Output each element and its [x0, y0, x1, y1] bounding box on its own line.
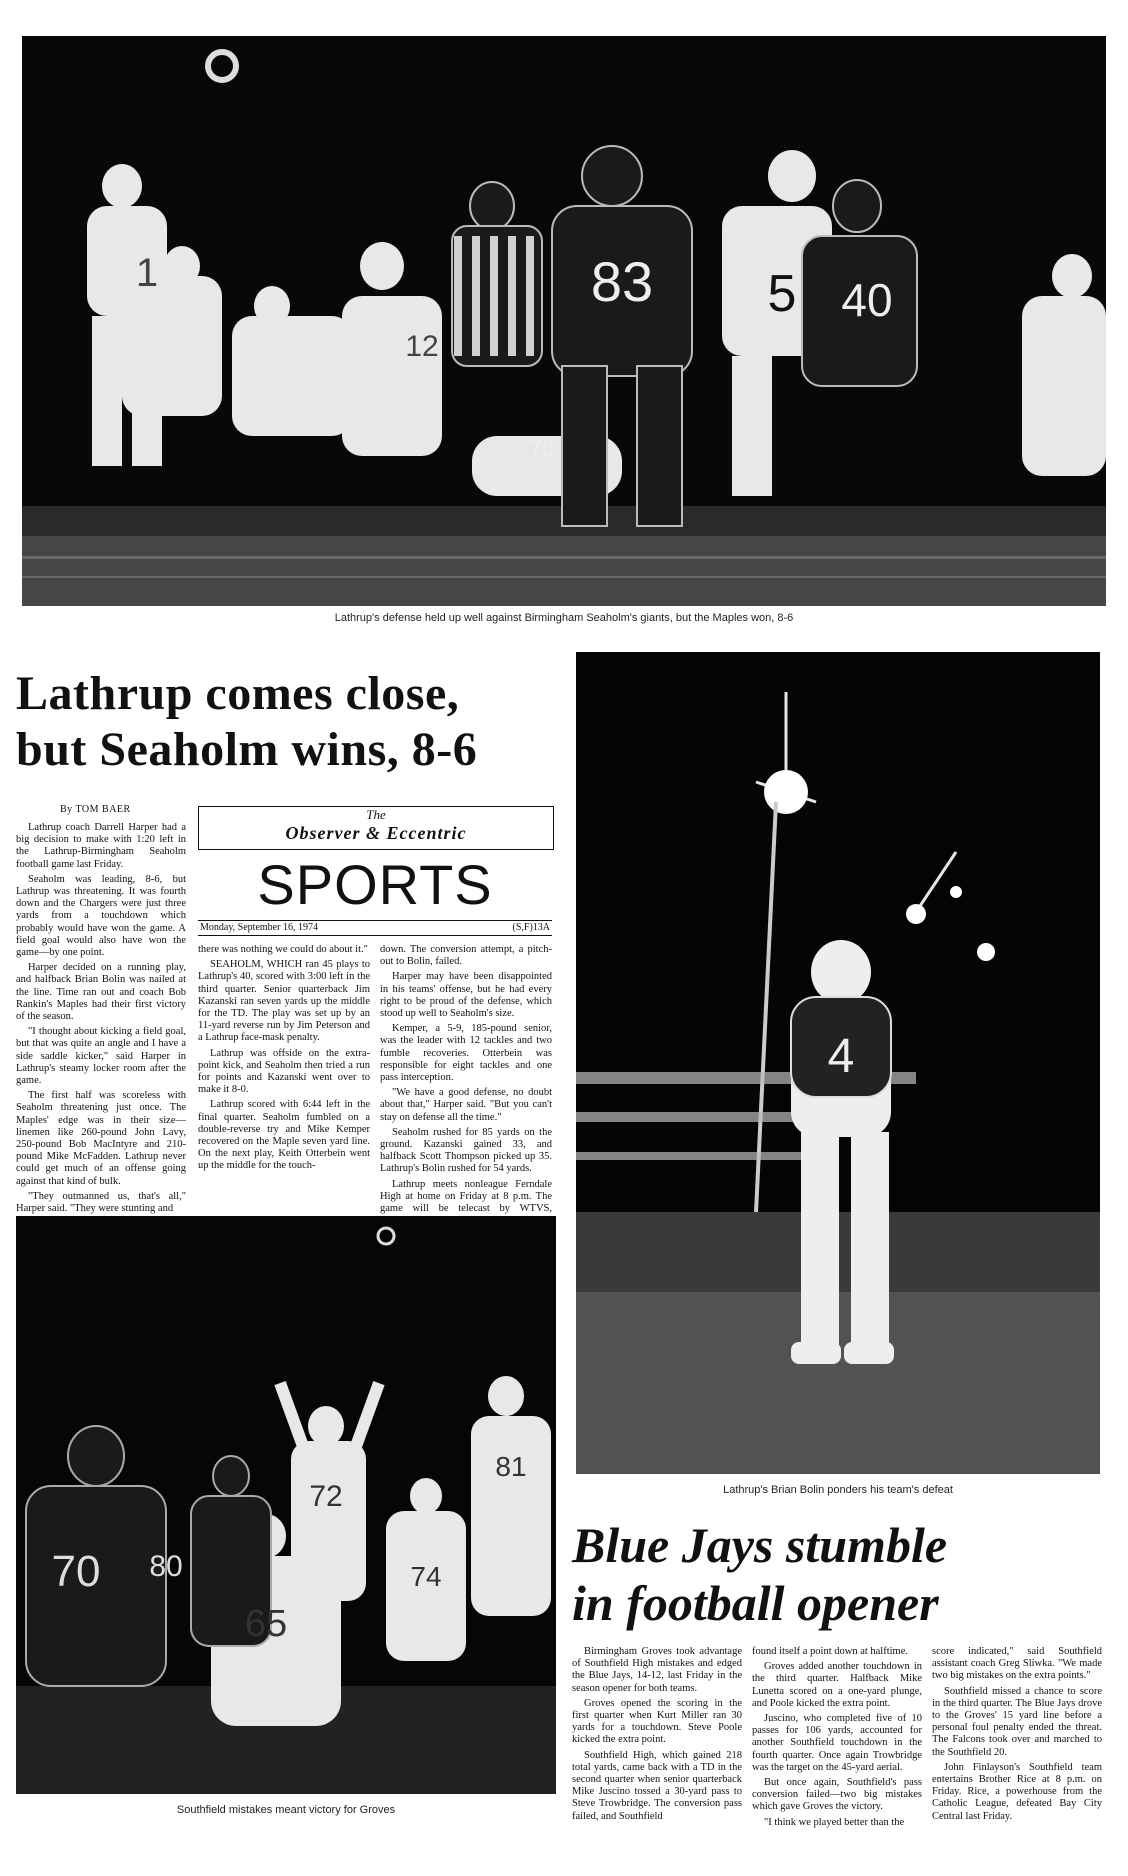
story2-column-2: [752, 1646, 922, 1832]
paragraph: Groves opened the scoring in the first quarter when Kurt Miller ran 30 yards for a touchdown. Steve Poole kicked the extra point.: [572, 1697, 742, 1746]
jersey-number: 1: [135, 251, 159, 295]
jersey-number: 74: [410, 1561, 442, 1592]
player-portrait-image: [576, 652, 1100, 1474]
paragraph: "They outmanned us, that's all," Harper said. "They were stunting and: [16, 1190, 186, 1215]
right-photo: [576, 652, 1100, 1474]
paragraph: score indicated," said Southfield assistant coach Greg Sliwka. "We made two big mistakes on the extra points.": [932, 1646, 1102, 1682]
paragraph: Juscino, who completed five of 10 passes for 106 yards, accounted for another Southfield touchdown in the fourth quarter. Once again Trowbridge was the target on the 45-yard aerial.: [752, 1713, 922, 1773]
masthead-page: (S,F)13A: [512, 922, 550, 933]
paragraph: Southfield High, which gained 218 total yards, came back with a TD in the second quarter when senior quarterback Mike Juscino tossed a 30-yard pass to Steve Trowbridge. The conversion pass failed, and Southfield: [572, 1749, 742, 1822]
bottom-photo: [16, 1216, 556, 1794]
paragraph: Harper decided on a running play, and halfback Brian Bolin was nailed at the line. Time ran out and coach Bob Rankin's Maples had their first victory of the season.: [16, 962, 186, 1023]
paragraph: "We have a good defense, no doubt about that," Harper said. "But you can't stay on defense all the time.": [380, 1087, 552, 1123]
story1-column-3: [380, 944, 552, 1230]
paragraph: But once again, Southfield's pass conversion failed—two big mistakes which gave Groves the victory.: [752, 1777, 922, 1813]
story1-byline: By TOM BAER: [60, 804, 131, 815]
jersey-number: 65: [244, 1603, 288, 1645]
story2-column-3: [932, 1646, 1102, 1826]
paragraph: Seaholm was leading, 8-6, but Lathrup was threatening. It was fourth down and the Chargers were just three yards from a touchdown which probably would have won the game. A field goal would also have won the game—by one point.: [16, 873, 186, 959]
jersey-number: 12: [405, 330, 439, 363]
jersey-number: 70: [529, 436, 555, 461]
paragraph: Groves added another touchdown in the third quarter. Halfback Mike Lunetta scored on a one-yard plunge, and Poole kicked the extra point.: [752, 1661, 922, 1709]
paragraph: down. The conversion attempt, a pitch-out to Bolin, failed.: [380, 944, 552, 968]
paragraph: The first half was scoreless with Seaholm threatening just once. The Maples' edge was in their size—linemen like 260-pound John Lavy, 250-pound Bob MacIntyre and 210-pound Mike McFadden. Lathrup never could get much of an offense going against that kind of bulk.: [16, 1090, 186, 1187]
paragraph: Harper may have been disappointed in his teams' offense, but he had every right to be proud of the defense, which stood up well to Seaholm's size.: [380, 971, 552, 1020]
top-photo-caption: Lathrup's defense held up well against Birmingham Seaholm's giants, but the Maples won, 8-6: [334, 612, 794, 624]
football-scrimmage-image: [22, 36, 1106, 606]
paragraph: Lathrup coach Darrell Harper had a big decision to make with 1:20 left in the Lathrup-Birmingham Seaholm football game last Friday.: [16, 822, 186, 870]
jersey-number: 5: [767, 265, 797, 323]
story1-headline-line1: Lathrup comes close,: [16, 667, 460, 720]
paragraph: there was nothing we could do about it.": [198, 944, 368, 955]
jersey-number: 80: [149, 1550, 183, 1583]
section-masthead: [198, 806, 554, 850]
paragraph: SEAHOLM, WHICH ran 45 plays to Lathrup's 40, scored with 3:00 left in the third quarter. Senior quarterback Jim Kazanski ran seven yards up the middle for the TD. The play was set up by an 11-yard reverse run by Jim Peterson and a Lathrup face-mask penalty.: [198, 959, 370, 1044]
top-photo: [22, 36, 1106, 606]
paragraph: Southfield missed a chance to score in the third quarter. The Blue Jays drove to the Groves' 15 yard line before a personal foul penalty ended the threat. The Falcons took over and marched to the Southfield 20.: [932, 1685, 1102, 1758]
groves-southfield-image: [16, 1216, 556, 1794]
jersey-number: 83: [590, 250, 654, 313]
bottom-photo-caption: Southfield mistakes meant victory for Groves: [176, 1804, 396, 1816]
paragraph: Lathrup scored with 6:44 left in the final quarter. Seaholm fumbled on a double-reverse try and Mike Kemper recovered on the Maple seven yard line. On the next play, Keith Otterbein went up the middle for the touch-: [198, 1099, 370, 1172]
jersey-number: 4: [827, 1030, 855, 1083]
paragraph: "I thought about kicking a field goal, but that was quite an angle and I have a side saddle kicker," said Harper in Lathrup's steamy locker room after the game.: [16, 1026, 186, 1087]
paragraph: Birmingham Groves took advantage of Southfield High mistakes and edged the Blue Jays, 14-12, last Friday in the season opener for both teams.: [572, 1646, 742, 1694]
story2-column-1: [572, 1646, 742, 1826]
paragraph: Kemper, a 5-9, 185-pound senior, was the leader with 12 tackles and two fumble recoveries. Otterbein was responsible for eight tackles and one pass interception.: [380, 1023, 552, 1084]
masthead-sports: SPORTS: [257, 853, 493, 916]
paragraph: John Finlayson's Southfield team entertains Brother Rice at 8 p.m. on Friday. Rice, a powerhouse from the Catholic League, defeated Bay City Central last Friday.: [932, 1761, 1102, 1822]
masthead-date: Monday, September 16, 1974: [200, 922, 318, 933]
story1-headline-line2: but Seaholm wins, 8-6: [16, 723, 478, 776]
jersey-number: 72: [309, 1480, 343, 1513]
paragraph: Lathrup was offside on the extra-point kick, and Seaholm then tried a run for points and Kazanski went over to make it 8-0.: [198, 1047, 370, 1096]
jersey-number: 70: [51, 1547, 101, 1596]
masthead-the: The: [366, 807, 386, 822]
story2-headline-line1: Blue Jays stumble: [572, 1517, 948, 1573]
story1-column-2: [198, 944, 370, 1176]
jersey-number: 40: [841, 274, 893, 326]
story2-headline-line2: in football opener: [572, 1575, 939, 1631]
paragraph: Seaholm rushed for 85 yards on the ground. Kazanski gained 33, and halfback Scott Thompson picked up 35. Lathrup's Bolin rushed for 54 yards.: [380, 1126, 552, 1175]
paragraph: "I think we played better than the: [764, 1816, 905, 1828]
masthead-dateline: [198, 920, 552, 936]
story1-column-1: [16, 822, 186, 1218]
jersey-number: 81: [495, 1451, 527, 1482]
paragraph: Lathrup meets nonleague Ferndale High at home on Friday at 8 p.m. The game will be telecast by WTVS,: [380, 1178, 552, 1215]
masthead-paper-name: Observer & Eccentric: [285, 823, 467, 843]
right-photo-caption: Lathrup's Brian Bolin ponders his team's defeat: [723, 1484, 953, 1496]
paragraph: found itself a point down at halftime.: [752, 1646, 909, 1657]
